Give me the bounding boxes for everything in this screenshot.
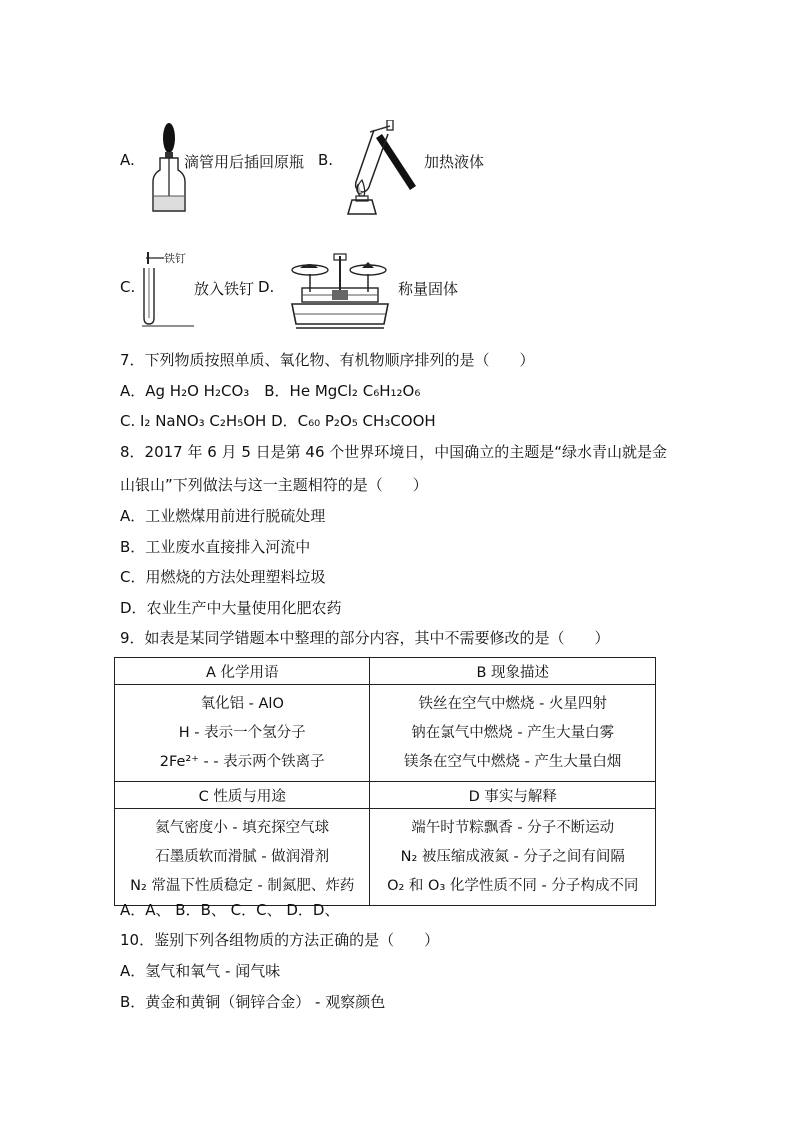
- q9-c-line: 氦气密度小 - 填充探空气球: [155, 819, 330, 836]
- q8-stem-line2: 山银山”下列做法与这一主题相符的是（ ）: [120, 476, 428, 494]
- q9-c-line: N₂ 常温下性质稳定 - 制氮肥、炸药: [130, 877, 355, 894]
- q8-option-d: D．农业生产中大量使用化肥农药: [120, 599, 342, 617]
- q9-stem: 9．如表是某同学错题本中整理的部分内容，其中不需要修改的是（ ）: [120, 629, 610, 647]
- q9-b-line: 镁条在空气中燃烧 - 产生大量白烟: [403, 753, 622, 770]
- q9-d-line: N₂ 被压缩成液氮 - 分子之间有间隔: [400, 848, 625, 865]
- balance-scale-figure: [286, 252, 394, 330]
- q10-stem: 10．鉴别下列各组物质的方法正确的是（ ）: [120, 931, 440, 949]
- option-c-letter: C.: [120, 278, 136, 296]
- option-c-text: 放入铁钉: [194, 280, 255, 298]
- q8-option-a: A．工业燃煤用前进行脱硫处理: [120, 507, 326, 525]
- q9-header-b: B 现象描述: [370, 658, 656, 685]
- q8-option-b: B．工业废水直接排入河流中: [120, 538, 311, 556]
- q8-stem-line1: 8．2017 年 6 月 5 日是第 46 个世界环境日，中国确立的主题是“绿水青山就是金: [120, 443, 668, 461]
- q9-a-line: 2Fe²⁺ - - 表示两个铁离子: [159, 753, 325, 770]
- heating-test-tube-figure: [342, 120, 418, 216]
- option-d-text: 称量固体: [398, 280, 459, 298]
- q10-option-a: A．氢气和氧气 - 闻气味: [120, 962, 281, 980]
- q9-b-line: 铁丝在空气中燃烧 - 火星四射: [418, 695, 607, 712]
- q9-d-line: O₂ 和 O₃ 化学性质不同 - 分子构成不同: [387, 877, 639, 894]
- q7-options-cd: C. I₂ NaNO₃ C₂H₅OH D．C₆₀ P₂O₅ CH₃COOH: [120, 412, 436, 430]
- option-b-letter: B.: [318, 151, 334, 169]
- q9-a-line: H - 表示一个氢分子: [178, 724, 306, 741]
- q8-option-c: C．用燃烧的方法处理塑料垃圾: [120, 568, 326, 586]
- test-tube-nail-figure: [142, 250, 194, 330]
- option-b-text: 加热液体: [424, 153, 485, 171]
- q9-cell-c: [115, 809, 370, 906]
- q9-table: [114, 657, 656, 906]
- q7-options-ab: A．Ag H₂O H₂CO₃ B．He MgCl₂ C₆H₁₂O₆: [120, 382, 421, 400]
- option-a-text: 滴管用后插回原瓶: [184, 153, 305, 171]
- q9-options: A．A、 B．B、 C．C、 D．D、: [120, 901, 340, 919]
- option-d-letter: D.: [258, 278, 275, 296]
- q9-a-line: 氧化铝 - AlO: [200, 695, 284, 712]
- q9-d-line: 端午时节粽飘香 - 分子不断运动: [411, 819, 615, 836]
- q10-option-b: B．黄金和黄铜（铜锌合金） - 观察颜色: [120, 993, 386, 1011]
- q9-b-line: 钠在氯气中燃烧 - 产生大量白雾: [411, 724, 615, 741]
- q9-header-a: A 化学用语: [115, 658, 370, 685]
- option-a-letter: A.: [120, 151, 135, 169]
- q9-header-c: C 性质与用途: [115, 782, 370, 809]
- q9-cell-a: [115, 685, 370, 782]
- q9-c-line: 石墨质软而滑腻 - 做润滑剂: [155, 848, 330, 865]
- q9-cell-b: [370, 685, 656, 782]
- q9-header-d: D 事实与解释: [370, 782, 656, 809]
- nail-label: 铁钉: [164, 252, 186, 265]
- q7-stem: 7．下列物质按照单质、氧化物、有机物顺序排列的是（ ）: [120, 351, 535, 369]
- q9-cell-d: [370, 809, 656, 906]
